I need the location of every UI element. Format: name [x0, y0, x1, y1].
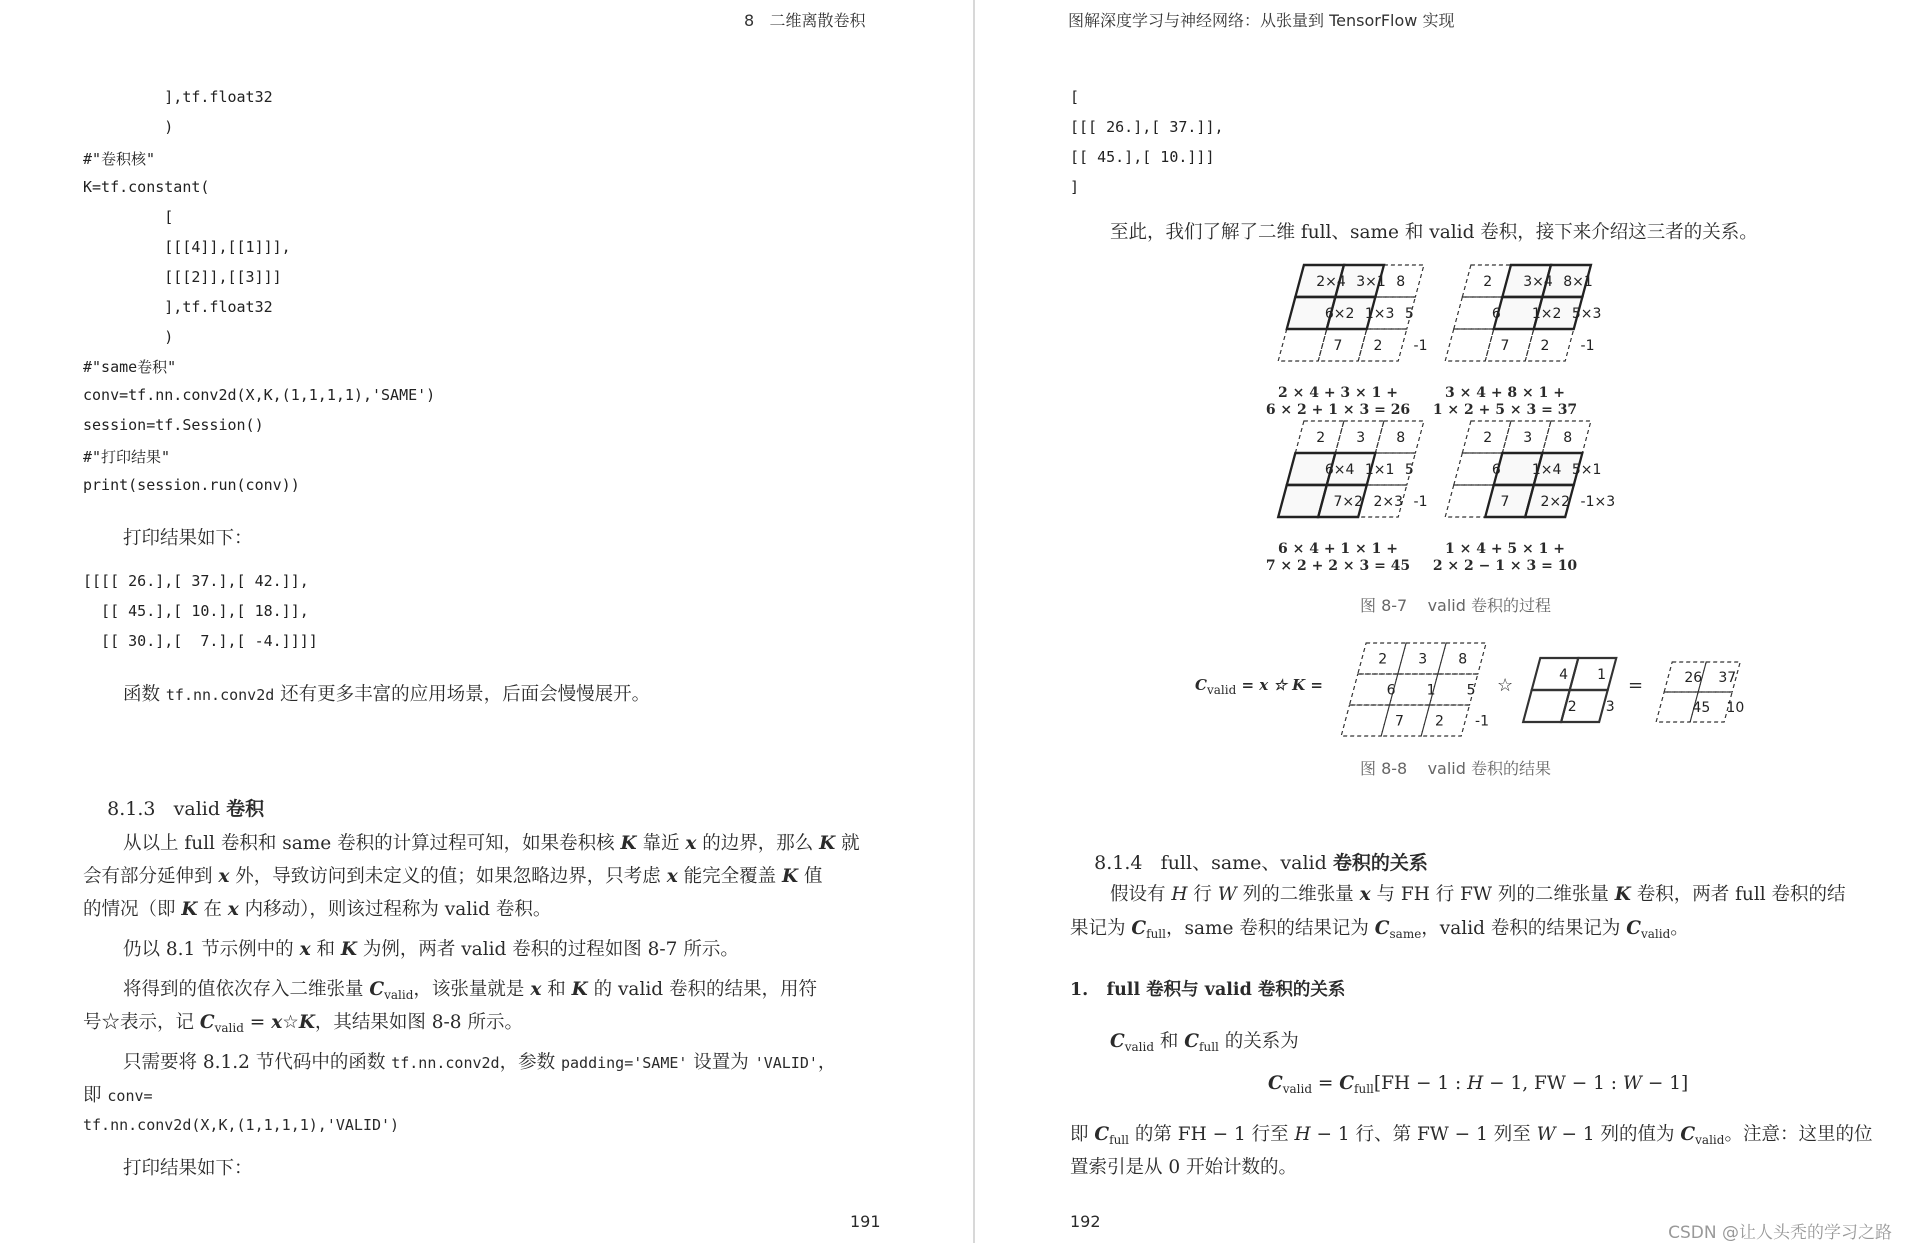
text: = [1312, 1073, 1340, 1094]
cell-value: 5 [1466, 682, 1476, 699]
cell-value: 2 [1483, 430, 1493, 446]
cell-value: 2 [1483, 274, 1493, 290]
math-symbol: K [1614, 884, 1631, 905]
code-line: session=tf.Session() [83, 416, 264, 434]
cell-value: 1×2 [1531, 306, 1562, 322]
cell-value: 7 [1500, 494, 1510, 510]
code-line: ],tf.float32 [83, 88, 273, 106]
text: − 1 列的值为 [1555, 1124, 1681, 1145]
code-line: ],tf.float32 [83, 298, 273, 316]
cell-value: 6 [1386, 682, 1396, 699]
cell-value: 8 [1396, 430, 1406, 446]
text-line [83, 1116, 399, 1134]
figure-8-8-caption: 图 8-8 valid 卷积的结果 [1360, 759, 1551, 778]
text: 和 [1154, 1031, 1185, 1052]
code-line: K=tf.constant( [83, 178, 210, 196]
text: 和 [541, 979, 572, 1000]
text: 的关系为 [1218, 1031, 1299, 1052]
math-symbol: x [1359, 884, 1371, 905]
math-symbol: x [685, 833, 697, 854]
text: 将得到的值依次存入二维张量 [123, 979, 370, 1000]
page-number: 192 [1070, 1212, 1101, 1231]
text: ，参数 [499, 1052, 561, 1073]
math-symbol: K [340, 939, 357, 960]
text: 与 FH 行 FW 列的二维张量 [1370, 884, 1615, 905]
text: 设置为 [687, 1052, 755, 1073]
subscript: valid [1124, 1040, 1155, 1054]
math-symbol: C [1680, 1124, 1696, 1145]
cell-value: 2 [1435, 713, 1444, 730]
text-line [123, 1154, 253, 1180]
text: 置索引是从 0 开始计数的。 [1070, 1157, 1298, 1178]
cell-value: 6 [1491, 306, 1501, 322]
cell-value: 4 [1559, 667, 1569, 683]
text-line [83, 1081, 153, 1107]
math-symbol: C [199, 1012, 215, 1033]
cell-value: 6×2 [1324, 306, 1355, 322]
formula [1268, 1073, 1688, 1096]
text-line [1110, 880, 1846, 906]
subscript: valid [1695, 1133, 1725, 1147]
math-symbol: x [530, 979, 542, 1000]
text: 为例，两者 valid 卷积的过程如图 8-7 所示。 [356, 939, 739, 960]
right-page [975, 0, 1906, 1243]
cell-value: -1×3 [1580, 494, 1616, 510]
text: 。 [1670, 918, 1689, 939]
subscript: valid [384, 988, 414, 1002]
cell-value: 5 [1404, 462, 1414, 478]
section-title-bold: 卷积的关系 [1332, 852, 1428, 874]
cell-value: 3 [1356, 430, 1366, 446]
text: ，该张量就是 [413, 979, 531, 1000]
text-line [123, 975, 817, 1002]
cell-value: 5×3 [1571, 306, 1602, 322]
cell-value: 3 [1523, 430, 1533, 446]
grid-cell [1278, 329, 1327, 361]
cell-value: 1×4 [1531, 462, 1562, 478]
text: 的 valid 卷积的结果，用符 [587, 979, 818, 1000]
math-symbol: C [1131, 918, 1147, 939]
text: 即 [83, 1085, 108, 1106]
cell-value: -1 [1475, 713, 1490, 730]
formula-lhs [1195, 676, 1323, 697]
watermark: CSDN @让人头秃的学习之路 [1668, 1223, 1892, 1243]
convolution-step-grid [1442, 418, 1616, 520]
code-line: ) [83, 328, 174, 346]
text: 的边界，那么 [696, 833, 820, 854]
subscript: valid [1282, 1082, 1313, 1096]
text: 值 [798, 866, 823, 887]
text: 。注意：这里的位 [1724, 1124, 1873, 1145]
math-symbol: K [781, 866, 799, 887]
text: 打印结果如下： [123, 1158, 253, 1179]
math-symbol: x [666, 866, 678, 887]
code-line: #"same卷积" [83, 358, 177, 376]
cell-value: 6×4 [1324, 462, 1355, 478]
text: − 1, FW − 1 : [1483, 1073, 1623, 1094]
text: 在 [197, 899, 228, 920]
code-line: print(session.run(conv)) [83, 476, 300, 494]
subscript: full [1199, 1040, 1219, 1054]
input-matrix-x [1338, 640, 1489, 739]
subscript: valid [214, 1021, 244, 1035]
math-symbol: C [1110, 1031, 1125, 1052]
text-line [123, 680, 650, 706]
text-line [83, 862, 822, 888]
inline-code: padding='SAME' [560, 1054, 688, 1072]
text: 果记为 [1070, 918, 1132, 939]
relation-text [1110, 1027, 1299, 1054]
math-symbol: K [181, 899, 198, 920]
math-symbol: K [819, 833, 836, 854]
step-equation: 2 × 4 + 3 × 1 + 6 × 2 + 1 × 3 = 26 [1265, 385, 1411, 418]
convolution-step-grid [1275, 418, 1427, 520]
figure-8-7-caption: 图 8-7 valid 卷积的过程 [1360, 596, 1551, 615]
text: 从以上 full 卷积和 same 卷积的计算过程可知，如果卷积核 [123, 833, 621, 854]
page-number: 191 [850, 1212, 881, 1231]
math-symbol: C [369, 979, 385, 1000]
text: 会有部分延伸到 [83, 866, 219, 887]
output-line: [[ 45.],[ 10.],[ 18.]], [83, 602, 309, 620]
grid-cell [1445, 329, 1494, 361]
subscript: full [1354, 1082, 1374, 1096]
text: 靠近 [636, 833, 686, 854]
text-line [83, 1008, 523, 1035]
intro-text: 至此，我们了解了二维 full、same 和 valid 卷积，接下来介绍这三者的关系。 [1110, 222, 1758, 243]
cell-value: 2 [1373, 338, 1383, 354]
section-number: 8.1.4 [1094, 852, 1143, 874]
cell-value: 2×2 [1540, 494, 1571, 510]
convolution-step-grid [1275, 262, 1427, 364]
text: ， [817, 1052, 837, 1073]
text: − 1] [1641, 1073, 1689, 1094]
star-operator: ☆ [1497, 675, 1514, 696]
cell-value: 8 [1458, 651, 1468, 668]
output-line: [ [1070, 88, 1080, 106]
inline-code: tf.nn.conv2d [391, 1054, 500, 1072]
inline-code: conv= [107, 1087, 153, 1105]
c-symbol: C [1195, 676, 1207, 694]
text: 卷积，两者 full 卷积的结 [1630, 884, 1846, 905]
cell-value: 3×1 [1356, 274, 1386, 290]
equals-sign: = [1628, 675, 1644, 696]
cell-value: 1×3 [1364, 306, 1395, 322]
cell-value: 2 [1378, 651, 1388, 668]
text: W [1536, 1124, 1556, 1145]
kernel-matrix-k [1520, 655, 1619, 725]
text-line [1070, 1153, 1297, 1179]
cell-value: 1 [1597, 667, 1607, 683]
subscript: full [1109, 1133, 1129, 1147]
code-line: [ [83, 208, 174, 226]
cell-value: 2×4 [1316, 274, 1346, 290]
text: ，same 卷积的结果记为 [1165, 918, 1375, 939]
subscript: valid [1206, 683, 1237, 697]
cell-value: 1×1 [1364, 462, 1395, 478]
math-symbol: C [1268, 1073, 1283, 1094]
step-equation: 3 × 4 + 8 × 1 + 1 × 2 + 5 × 3 = 37 [1432, 385, 1578, 418]
text: 的第 FH − 1 行至 [1128, 1124, 1295, 1145]
text: = [243, 1012, 272, 1033]
cell-value: 1 [1426, 682, 1436, 699]
text: 和 [310, 939, 341, 960]
cell-value: 2 [1540, 338, 1550, 354]
text: [FH − 1 : [1373, 1073, 1468, 1094]
inline-code: tf.nn.conv2d(X,K,(1,1,1,1),'VALID') [83, 1116, 400, 1134]
text: 行 [1187, 884, 1218, 905]
cell-value: 5×1 [1571, 462, 1602, 478]
output-line: ] [1070, 178, 1080, 196]
cell-value: 2 [1567, 699, 1577, 715]
text: − 1 行、第 FW − 1 列至 [1310, 1124, 1537, 1145]
output-line: [[ 45.],[ 10.]]] [1070, 148, 1215, 166]
section-title: valid [173, 798, 227, 820]
text: 内移动），则该过程称为 valid 卷积。 [238, 899, 552, 920]
math-symbol: K [571, 979, 588, 1000]
math-symbol: C [1374, 918, 1390, 939]
code-line: [[[2]],[[3]]] [83, 268, 282, 286]
cell-value: 3×4 [1523, 274, 1553, 290]
subscript: valid [1640, 927, 1671, 941]
text: 还有更多丰富的应用场景，后面会慢慢展开。 [274, 684, 651, 705]
code-line: ) [83, 118, 174, 136]
section-title: full、same、valid [1160, 852, 1333, 874]
cell-value: 7 [1333, 338, 1343, 354]
print-result-label: 打印结果如下： [123, 528, 253, 549]
cell-value: 7 [1500, 338, 1510, 354]
text-line [123, 1048, 836, 1074]
cell-value: 8 [1563, 430, 1573, 446]
text: H [1467, 1073, 1484, 1094]
math-symbol: C [1339, 1073, 1355, 1094]
cell-value: 10 [1726, 700, 1745, 716]
cell-value: 5 [1404, 306, 1414, 322]
cell-value: 2×3 [1373, 494, 1404, 510]
inline-code: tf.nn.conv2d [165, 686, 275, 704]
output-line: [[[ 26.],[ 37.]], [1070, 118, 1224, 136]
running-header-right: 图解深度学习与神经网络：从张量到 TensorFlow 实现 [1068, 11, 1455, 30]
subscript: same [1389, 927, 1422, 941]
inline-code: 'VALID' [754, 1054, 818, 1072]
text-line [83, 895, 551, 921]
section-number: 8.1.3 [107, 798, 156, 820]
text-line [123, 935, 739, 961]
cell-value: 3 [1418, 651, 1428, 668]
output-line: [[ 30.],[ 7.],[ -4.]]]] [83, 632, 318, 650]
code-line: [[[4]],[[1]]], [83, 238, 291, 256]
grid-cell [1570, 658, 1617, 690]
text: 号☆表示，记 [83, 1012, 200, 1033]
formula-text: = x ☆ K = [1236, 676, 1323, 694]
text: 即 [1070, 1124, 1095, 1145]
text: ，valid 卷积的结果记为 [1421, 918, 1627, 939]
cell-value: 37 [1718, 670, 1737, 686]
cell-value: 8×1 [1563, 274, 1593, 290]
text: 能完全覆盖 [677, 866, 782, 887]
cell-value: 26 [1684, 670, 1703, 686]
step-equation: 6 × 4 + 1 × 1 + 7 × 2 + 2 × 3 = 45 [1265, 541, 1411, 574]
subsection-heading: 1. full 卷积与 valid 卷积的关系 [1070, 980, 1346, 1000]
text-line [123, 829, 860, 855]
math-symbol: x [299, 939, 311, 960]
cell-value: -1 [1413, 494, 1428, 510]
code-line: #"卷积核" [83, 150, 156, 168]
cell-value: 7 [1395, 713, 1404, 730]
cell-value: 8 [1396, 274, 1406, 290]
math-symbol: x [227, 899, 239, 920]
text-line [1070, 1120, 1872, 1147]
cell-value: -1 [1580, 338, 1595, 354]
text-line [1070, 914, 1689, 941]
subscript: full [1146, 927, 1166, 941]
cell-value: 45 [1692, 700, 1711, 716]
cell-value: -1 [1413, 338, 1428, 354]
text: 仍以 8.1 节示例中的 [123, 939, 300, 960]
text: 外，导致访问到未定义的值；如果忽略边界，只考虑 [229, 866, 667, 887]
math-symbol: C [1094, 1124, 1110, 1145]
text: ，其结果如图 8-8 所示。 [314, 1012, 523, 1033]
math-symbol: x [271, 1012, 283, 1033]
text: 只需要将 8.1.2 节代码中的函数 [123, 1052, 392, 1073]
section-title-bold: 卷积 [226, 798, 265, 820]
text: H [1294, 1124, 1311, 1145]
text: 列的二维张量 [1236, 884, 1360, 905]
text: W [1622, 1073, 1642, 1094]
code-line: conv=tf.nn.conv2d(X,K,(1,1,1,1),'SAME') [83, 386, 436, 404]
math-symbol: x [218, 866, 230, 887]
cell-value: 6 [1491, 462, 1501, 478]
output-line: [[[[ 26.],[ 37.],[ 42.]], [83, 572, 309, 590]
text: H [1171, 884, 1188, 905]
running-header-left: 8 二维离散卷积 [744, 11, 866, 30]
convolution-step-grid [1442, 262, 1602, 364]
math-symbol: K [620, 833, 637, 854]
step-equation: 1 × 4 + 5 × 1 + 2 × 2 − 1 × 3 = 10 [1432, 541, 1578, 574]
text: ☆ [282, 1012, 299, 1033]
math-symbol: C [1184, 1031, 1200, 1052]
cell-value: 2 [1316, 430, 1326, 446]
text: 假设有 [1110, 884, 1172, 905]
math-symbol: C [1626, 918, 1641, 939]
result-matrix [1653, 659, 1743, 725]
code-line: #"打印结果" [83, 448, 171, 466]
math-symbol: K [298, 1012, 315, 1033]
text: 函数 [123, 684, 166, 705]
cell-value: 3 [1605, 699, 1615, 715]
text: W [1217, 884, 1237, 905]
text: 的情况（即 [83, 899, 182, 920]
cell-value: 7×2 [1333, 494, 1364, 510]
text: 就 [835, 833, 860, 854]
